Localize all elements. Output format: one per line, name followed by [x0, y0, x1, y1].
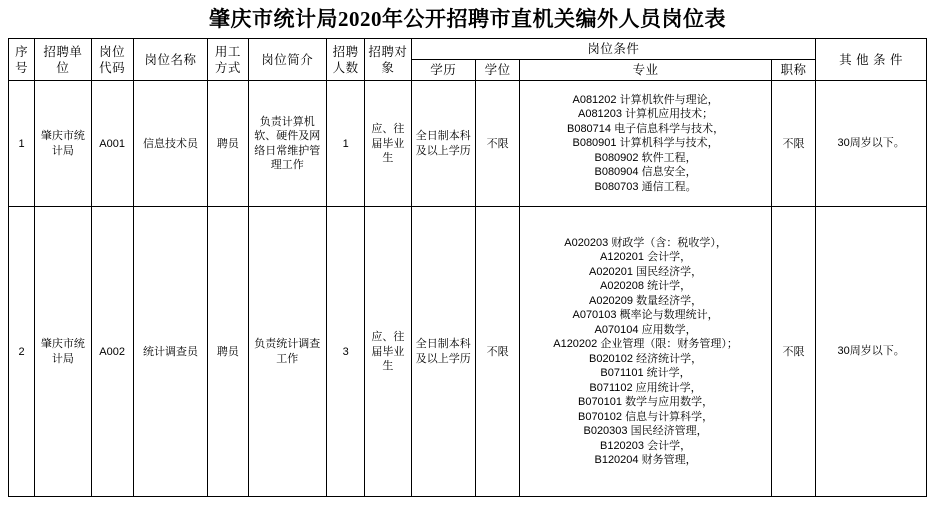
header-major: 专业	[520, 60, 772, 81]
major-line: A020209 数量经济学，	[588, 294, 703, 307]
table-row	[9, 81, 927, 207]
cell-degree: 不限	[475, 81, 519, 207]
header-code: 岗位代码	[91, 39, 133, 81]
cell-other: 30周岁以下。	[816, 207, 927, 497]
table-header	[9, 39, 927, 81]
cell-code: A002	[91, 207, 133, 497]
header-brief: 岗位简介	[248, 39, 327, 81]
cell-education: 全日制本科及以上学历	[411, 207, 475, 497]
cell-seq: 1	[9, 81, 35, 207]
header-other: 其 他 条 件	[816, 39, 927, 81]
major-line: B120204 财务管理，	[594, 454, 697, 467]
major-line: A070103 概率论与数理统计，	[572, 309, 719, 322]
major-line: B080902 软件工程，	[594, 151, 697, 164]
cell-other: 30周岁以下。	[816, 81, 927, 207]
major-line: A020201 国民经济学，	[588, 265, 703, 278]
major-line: B080904 信息安全，	[594, 166, 697, 179]
cell-major	[520, 81, 772, 207]
cell-education: 全日制本科及以上学历	[411, 81, 475, 207]
major-line: A120201 会计学，	[599, 251, 692, 264]
cell-major	[520, 207, 772, 497]
cell-employment-type: 聘员	[208, 81, 248, 207]
major-line: A120202 企业管理（限：财务管理）；	[553, 338, 738, 351]
table-body	[9, 81, 927, 497]
major-line: A020203 财政学（含：税收学），	[564, 236, 727, 249]
major-line: B020303 国民经济管理，	[583, 425, 708, 438]
header-name: 岗位名称	[133, 39, 207, 81]
major-line: B080714 电子信息科学与技术，	[566, 122, 725, 135]
major-line: A081203 计算机应用技术；	[577, 108, 714, 121]
cell-count: 1	[327, 81, 365, 207]
header-conditions-group: 岗位条件	[411, 39, 816, 60]
recruitment-table	[8, 38, 927, 497]
table-header-row-1	[9, 39, 927, 60]
cell-employment-type: 聘员	[208, 207, 248, 497]
major-line: B071102 应用统计学，	[589, 381, 702, 394]
header-seq: 序号	[9, 39, 35, 81]
cell-object: 应、往届毕业生	[365, 81, 411, 207]
header-degree: 学位	[475, 60, 519, 81]
major-line: A081202 计算机软件与理论，	[572, 93, 719, 106]
cell-brief: 负责统计调查工作	[248, 207, 327, 497]
major-line: B080703 通信工程。	[594, 180, 697, 193]
header-unit: 招聘单位	[35, 39, 91, 81]
cell-count: 3	[327, 207, 365, 497]
cell-job-title: 不限	[771, 207, 815, 497]
major-line: B080901 计算机科学与技术，	[572, 137, 719, 150]
header-employment-type: 用工方式	[208, 39, 248, 81]
cell-object: 应、往届毕业生	[365, 207, 411, 497]
header-job-title: 职称	[771, 60, 815, 81]
cell-unit: 肇庆市统计局	[35, 81, 91, 207]
cell-unit: 肇庆市统计局	[35, 207, 91, 497]
major-line: B120203 会计学，	[599, 439, 692, 452]
table-row	[9, 207, 927, 497]
header-object: 招聘对象	[365, 39, 411, 81]
major-line: B071101 统计学，	[600, 367, 691, 380]
cell-job-title: 不限	[771, 81, 815, 207]
header-count: 招聘人数	[327, 39, 365, 81]
major-line: B070102 信息与计算科学，	[577, 410, 714, 423]
major-line: B020102 经济统计学，	[588, 352, 703, 365]
cell-name: 统计调查员	[133, 207, 207, 497]
cell-name: 信息技术员	[133, 81, 207, 207]
major-line: A020208 统计学，	[599, 280, 692, 293]
cell-seq: 2	[9, 207, 35, 497]
cell-brief: 负责计算机软、硬件及网络日常维护管理工作	[248, 81, 327, 207]
major-line: A070104 应用数学，	[594, 323, 697, 336]
major-line: B070101 数学与应用数学，	[577, 396, 714, 409]
page-title: 肇庆市统计局2020年公开招聘市直机关编外人员岗位表	[209, 7, 726, 31]
cell-code: A001	[91, 81, 133, 207]
header-education: 学历	[411, 60, 475, 81]
cell-degree: 不限	[475, 207, 519, 497]
